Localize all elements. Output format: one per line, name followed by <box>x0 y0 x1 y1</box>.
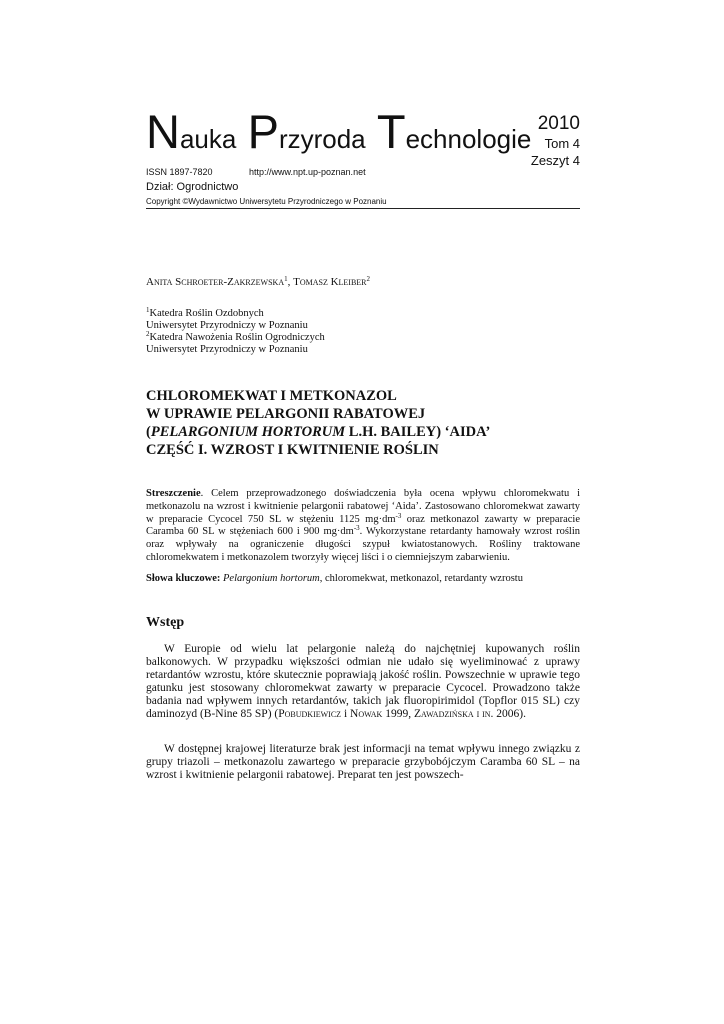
affiliation-dept: Katedra Roślin Ozdobnych <box>149 308 264 319</box>
article-title <box>146 387 490 459</box>
abstract-label: Streszczenie <box>146 488 201 499</box>
citation-author: Zawadzińska <box>413 708 474 721</box>
title-line <box>146 423 490 441</box>
author-2: Tomasz Kleiber <box>293 276 367 288</box>
journal-url: http://www.npt.up-poznan.net <box>249 167 366 177</box>
header-divider <box>146 208 580 209</box>
title-paren: ( <box>146 424 151 440</box>
citation-and: i <box>341 708 351 721</box>
copyright: Copyright ©Wydawnictwo Uniwersytetu Przyrodniczego w Poznaniu <box>146 197 387 206</box>
intro-paragraph-1 <box>146 643 580 722</box>
abstract <box>146 488 580 565</box>
journal-title-word: auka <box>179 124 237 154</box>
citation-year: 2006). <box>493 708 527 721</box>
keywords-list: , chloromekwat, metkonazol, retardanty wzrostu <box>319 573 523 584</box>
abstract-text: . Celem przeprowadzonego doświadczenia była ocena wpływu chloromekwatu i metkonazolu na wzrost i kwitnienie pelargonii rabatowej ‘Aida’. Zastosowano chloromekwat zawarty w preparacie Cycocel 750 SL w stężeniu 1125 mg·dm <box>146 488 580 525</box>
author-1-sup: 1 <box>284 275 288 283</box>
affiliation-dept: Katedra Nawożenia Roślin Ogrodniczych <box>149 332 325 343</box>
author-separator: , <box>287 276 294 288</box>
citation-year: 1999, <box>382 708 414 721</box>
affiliation-sup: 2 <box>146 330 150 338</box>
authors <box>146 276 370 288</box>
title-cultivar: L.H. BAILEY) ‘AIDA’ <box>345 424 491 440</box>
citation-author: Nowak <box>350 708 383 721</box>
abstract-sup: -3 <box>353 524 360 533</box>
journal-title-initial: P <box>247 105 279 158</box>
journal-title <box>146 104 535 167</box>
affiliation-line <box>146 332 325 344</box>
keywords <box>146 573 580 586</box>
keywords-label: Słowa kluczowe: <box>146 573 221 584</box>
abstract-text: oraz metkonazol zawarty w preparacie Caramba 60 SL w stężeniach 600 i 900 mg·dm <box>146 513 580 538</box>
abstract-text: . Wykorzystane retardanty hamowały wzrost roślin oraz wpływały na ograniczenie długości szypuł kwiatostanowych. Rośliny traktowane chloromekwatem i metkonazolem tworzyły więcej liści i o ciemniejszym zabarwieniu. <box>146 526 580 563</box>
title-line: W UPRAWIE PELARGONII RABATOWEJ <box>146 406 426 422</box>
journal-year: 2010 <box>537 113 580 134</box>
affiliation-line <box>146 308 325 320</box>
journal-issue: Zeszyt 4 <box>530 153 580 168</box>
author-1: Anita Schroeter-Zakrzewska <box>146 276 285 288</box>
abstract-sup: -3 <box>395 511 402 520</box>
title-line: CZĘŚĆ I. WZROST I KWITNIENIE ROŚLIN <box>146 442 439 458</box>
citation-author: Pobudkiewicz <box>278 708 342 721</box>
issn: ISSN 1897-7820 <box>146 167 213 177</box>
author-2-sup: 2 <box>366 275 371 283</box>
title-line: CHLOROMEKWAT I METKONAZOL <box>146 388 397 404</box>
intro-text: W Europie od wielu lat pelargonie należą do najchętniej kupowanych roślin balkonowych. W przypadku większości odmian nie udało się wyeliminować z uprawy retardantów wzrostu, które skutecznie poprawiają jakość roślin. Powszechnie w uprawie tego gatunku jest stosowany chloromekwat zawarty w preparacie Cycocel. Prowadzono także badania nad wpływem innych retardantów, takich jak fluoropirimidol (Topflor 015 SL) czy daminozyd (B-Nine 85 SP) ( <box>146 643 580 721</box>
section-heading: Wstęp <box>146 615 185 630</box>
journal-title-word: rzyroda <box>278 124 366 154</box>
intro-paragraph-2: W dostępnej krajowej literaturze brak jest informacji na temat wpływu innego związku z grupy triazoli – metkonazolu zawartego w preparacie grzybobójczym Caramba 60 SL – na wzrost i kwitnienie pelargonii rabatowej. Preparat ten jest powszech- <box>146 743 580 782</box>
affiliations <box>146 308 325 356</box>
title-species: PELARGONIUM HORTORUM <box>150 424 346 440</box>
citation-etal: i in. <box>473 708 494 721</box>
journal-section: Dział: Ogrodnictwo <box>146 181 239 193</box>
journal-volume: Tom 4 <box>544 136 580 151</box>
affiliation-line: Uniwersytet Przyrodniczy w Poznaniu <box>146 344 308 355</box>
keywords-species: Pelargonium hortorum <box>223 573 320 584</box>
journal-title-word: echnologie <box>405 124 532 154</box>
journal-title-initial: T <box>376 105 406 158</box>
affiliation-sup: 1 <box>146 306 150 314</box>
journal-title-initial: N <box>146 105 180 158</box>
affiliation-line: Uniwersytet Przyrodniczy w Poznaniu <box>146 320 308 331</box>
